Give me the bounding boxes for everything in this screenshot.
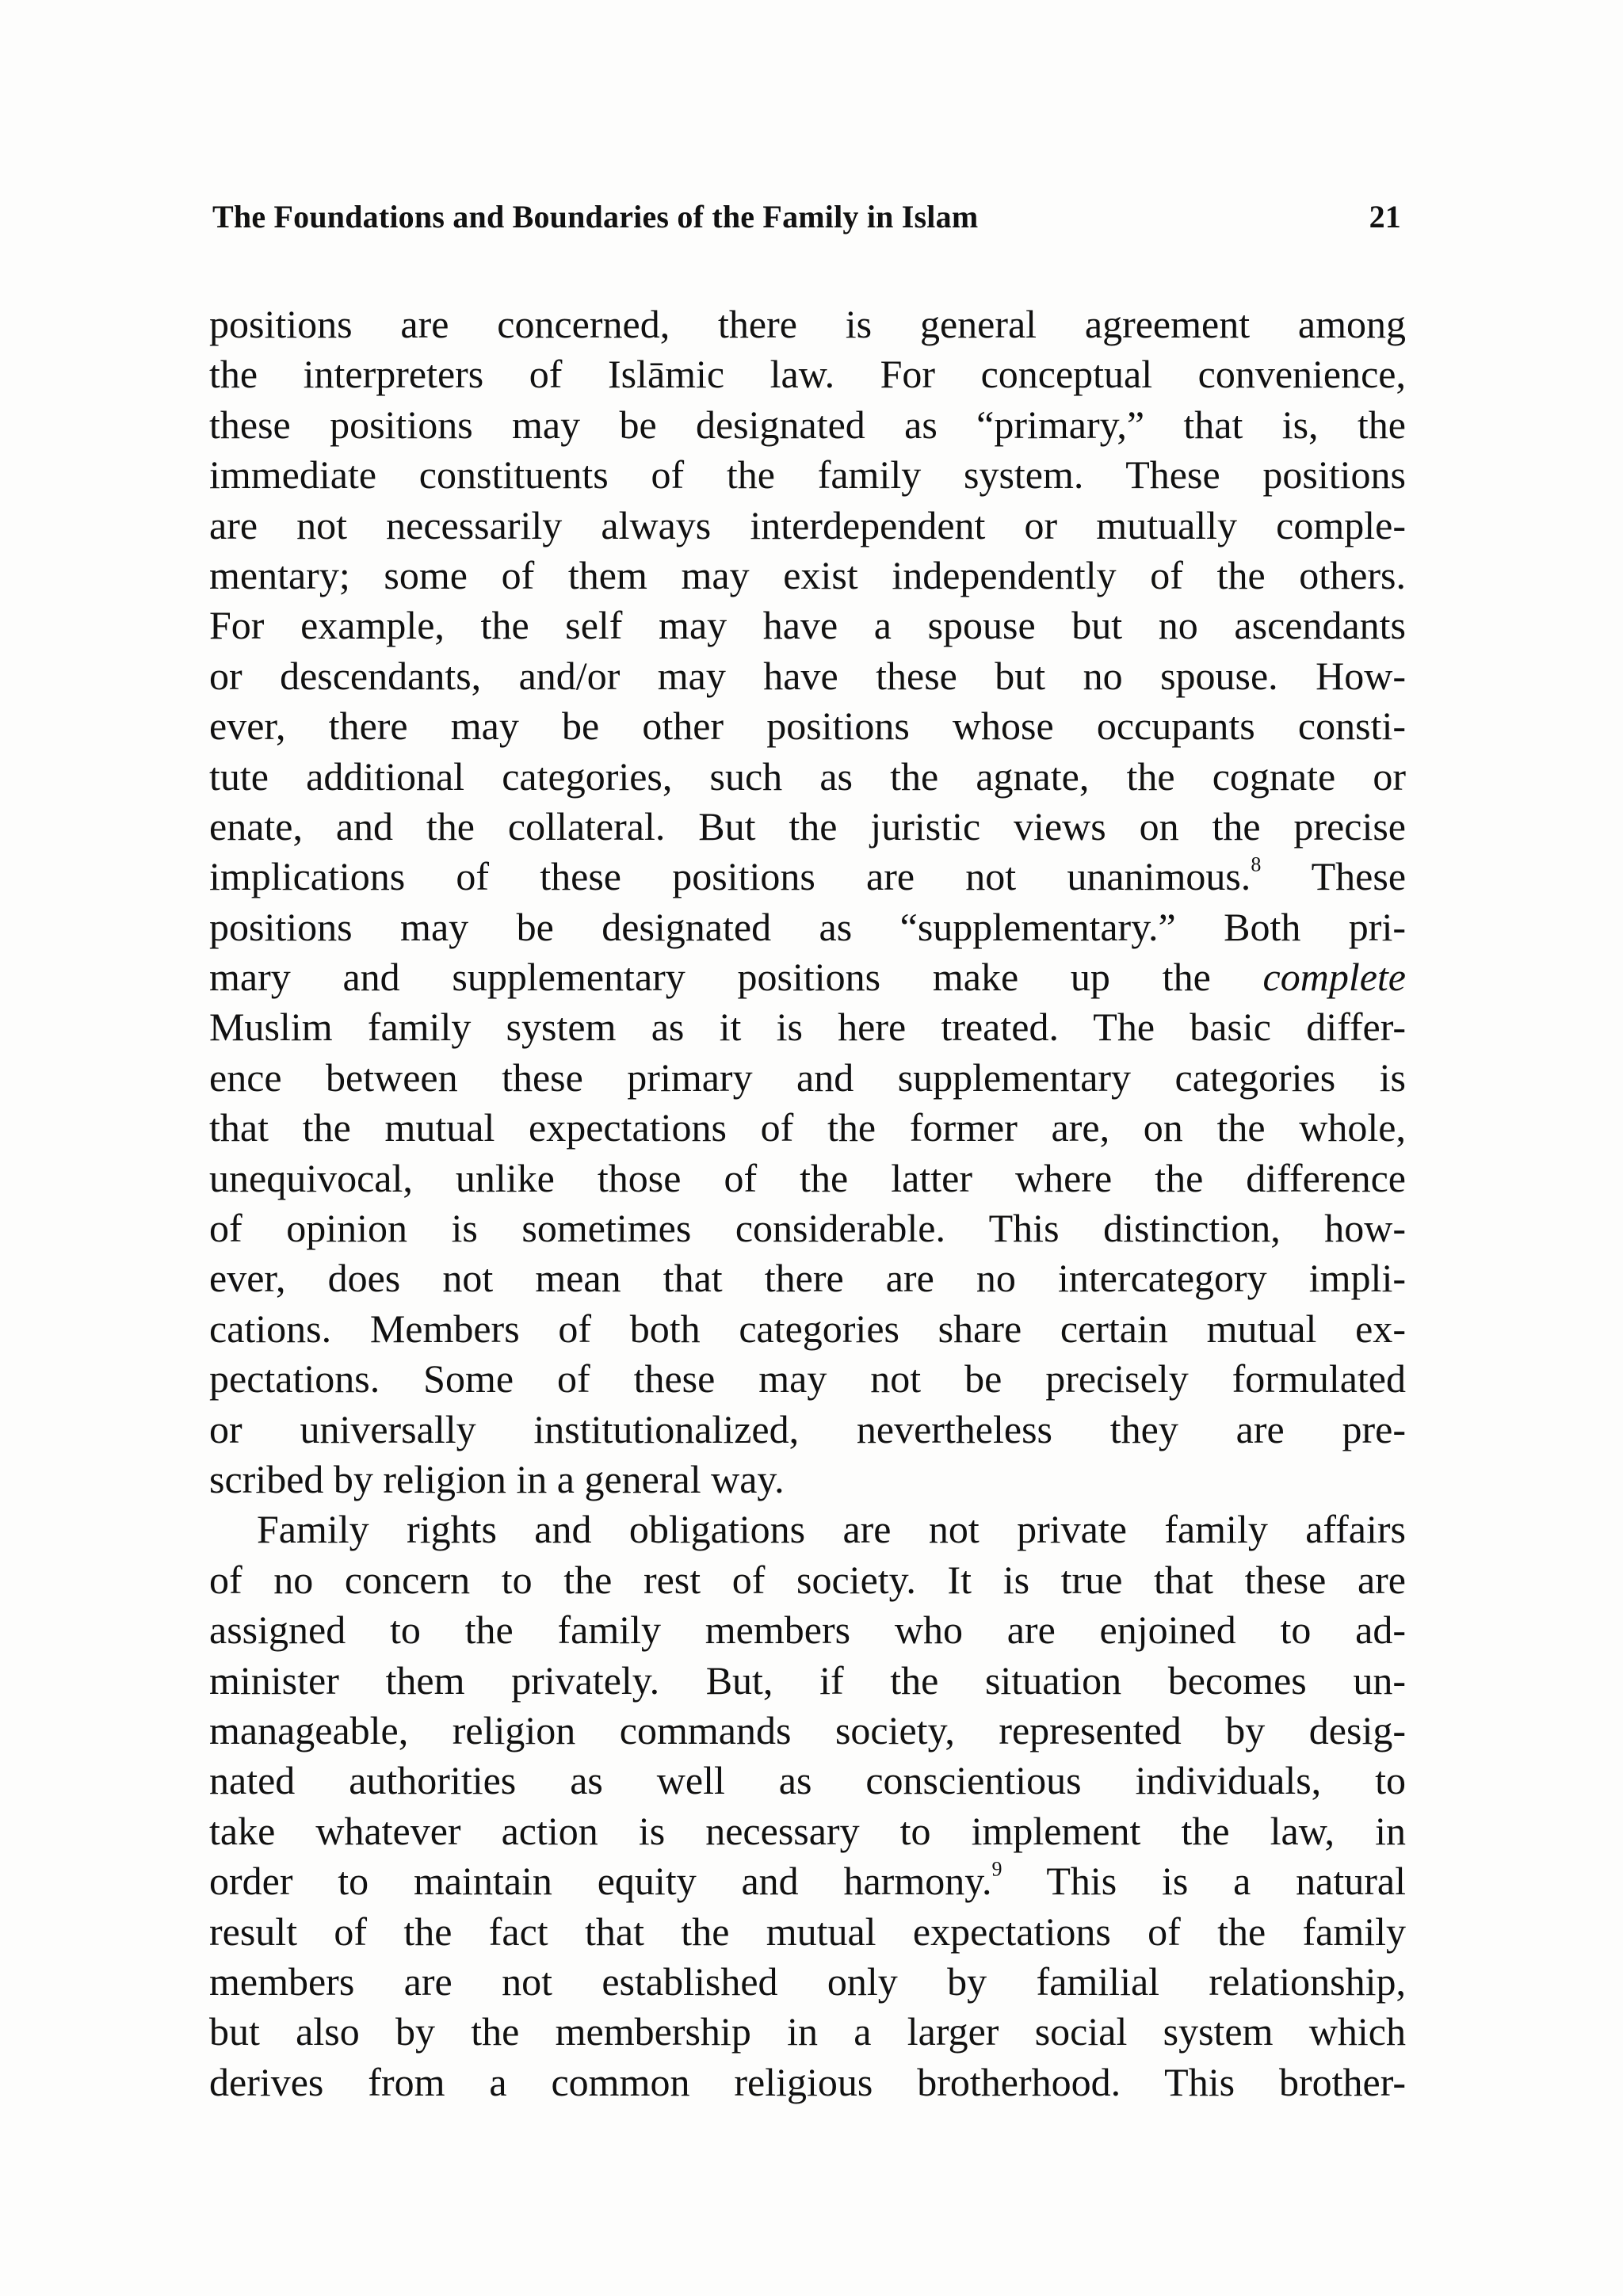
line-text: order to maintain equity and harmony.: [209, 1859, 992, 1904]
footnote-ref-8[interactable]: 8: [1251, 852, 1262, 876]
text-line: take whatever action is necessary to implement the law, in: [209, 1808, 1406, 1853]
line-text: implications of these positions are not unanimous.: [209, 854, 1251, 899]
text-line: For example, the self may have a spouse but no ascendants: [209, 603, 1406, 648]
line-text: These: [1261, 854, 1407, 899]
text-line: mentary; some of them may exist independently of the others.: [209, 552, 1406, 597]
text-line: tute additional categories, such as the agnate, the cognate or: [209, 753, 1406, 799]
text-line: result of the fact that the mutual expectations of the family: [209, 1909, 1406, 1954]
text-line: derives from a common religious brotherhood. This brother-: [209, 2059, 1406, 2104]
text-line: scribed by religion in a general way.: [209, 1456, 785, 1501]
footnote-ref-9[interactable]: 9: [991, 1857, 1002, 1881]
body-text: [209, 299, 1406, 2107]
text-line: of opinion is sometimes considerable. This distinction, how-: [209, 1206, 1406, 1251]
text-line: ence between these primary and supplementary categories is: [209, 1055, 1406, 1100]
line-text: This is a natural: [1002, 1859, 1406, 1904]
text-line: manageable, religion commands society, represented by desig-: [209, 1707, 1406, 1753]
chapter-title: The Foundations and Boundaries of the Family in Islam: [212, 199, 979, 235]
page-number: 21: [1369, 199, 1401, 235]
text-line: but also by the membership in a larger social system which: [209, 2009, 1406, 2054]
text-line: are not necessarily always interdependent or mutually comple-: [209, 502, 1406, 547]
text-line: ever, there may be other positions whose occupants consti-: [209, 704, 1406, 749]
text-line: immediate constituents of the family system. These positions: [209, 452, 1406, 498]
text-line: minister them privately. But, if the situation becomes un-: [209, 1657, 1406, 1703]
text-line: these positions may be designated as “primary,” that is, the: [209, 402, 1406, 447]
text-line: of no concern to the rest of society. It is true that these are: [209, 1557, 1406, 1602]
text-line: the interpreters of Islāmic law. For conceptual convenience,: [209, 352, 1406, 397]
text-line-with-note: [209, 852, 1406, 902]
text-line: assigned to the family members who are enjoined to ad-: [209, 1608, 1406, 1653]
text-line: cations. Members of both categories share certain mutual ex-: [209, 1306, 1406, 1351]
text-line: members are not established only by familial relationship,: [209, 1958, 1406, 2004]
text-line: Family rights and obligations are not private family affairs: [257, 1507, 1406, 1552]
text-line: positions may be designated as “supplementary.” Both pri-: [209, 904, 1406, 949]
text-line: that the mutual expectations of the former are, on the whole,: [209, 1105, 1406, 1150]
text-line: or descendants, and/or may have these but no spouse. How-: [209, 653, 1406, 698]
text-line: unequivocal, unlike those of the latter where the difference: [209, 1155, 1406, 1200]
text-line: ever, does not mean that there are no intercategory impli-: [209, 1256, 1406, 1301]
text-line: positions are concerned, there is general agreement among: [209, 302, 1406, 346]
text-line-with-italic: [209, 952, 1406, 1002]
line-text: mary and supplementary positions make up the: [209, 955, 1211, 1000]
text-line-with-note: [209, 1856, 1406, 1906]
text-line: enate, and the collateral. But the juristic views on the precise: [209, 803, 1406, 849]
italic-emphasis: complete: [1262, 955, 1406, 1000]
text-line: pectations. Some of these may not be precisely formulated: [209, 1356, 1406, 1402]
text-line: nated authorities as well as conscientious individuals, to: [209, 1758, 1406, 1803]
text-line: or universally institutionalized, nevertheless they are pre-: [209, 1406, 1406, 1451]
text-line: Muslim family system as it is here treated. The basic differ-: [209, 1005, 1406, 1050]
